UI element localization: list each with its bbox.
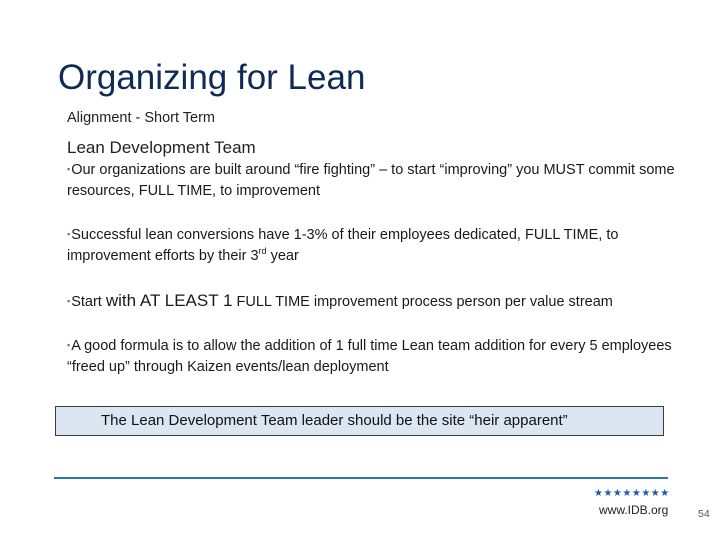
bullet-item — [67, 290, 697, 313]
bullet-item — [67, 335, 697, 378]
section-heading: Lean Development Team — [67, 138, 256, 157]
bullet-emphasis: with AT LEAST 1 — [105, 291, 233, 310]
bullet-item — [67, 159, 697, 202]
bullet-marker-icon: ▪ — [67, 164, 71, 174]
bullet-marker-icon: ▪ — [67, 296, 71, 306]
bullet-text: Successful lean conversions have 1-3% of their employees dedicated, FULL TIME, to improvement efforts by their 3 — [67, 227, 619, 264]
callout-box: The Lean Development Team leader should be the site “heir apparent” — [55, 406, 664, 436]
bullet-text: Start — [71, 294, 106, 310]
bullet-text-end: year — [266, 248, 299, 264]
ordinal-superscript: rd — [258, 246, 267, 257]
page-number: 54 — [698, 508, 710, 520]
bullet-text: Our organizations are built around “fire fighting” – to start “improving” you MUST commit some resources, FULL TIME, to improvement — [67, 162, 675, 199]
bullet-item — [67, 224, 697, 267]
slide-title: Organizing for Lean — [58, 58, 366, 97]
bullet-text: A good formula is to allow the addition of 1 full time Lean team addition for every 5 employees “freed up” through Kaizen events/lean deployment — [67, 338, 672, 375]
bullet-text-end: FULL TIME improvement process person per value stream — [232, 294, 613, 310]
slide-subtitle: Alignment - Short Term — [67, 110, 216, 126]
footer-divider — [54, 477, 668, 479]
stars-icon: ★★★★★★★★ — [594, 488, 670, 499]
bullet-marker-icon: ▪ — [67, 340, 71, 350]
footer-url: www.IDB.org — [599, 503, 669, 517]
bullet-marker-icon: ▪ — [67, 229, 71, 239]
